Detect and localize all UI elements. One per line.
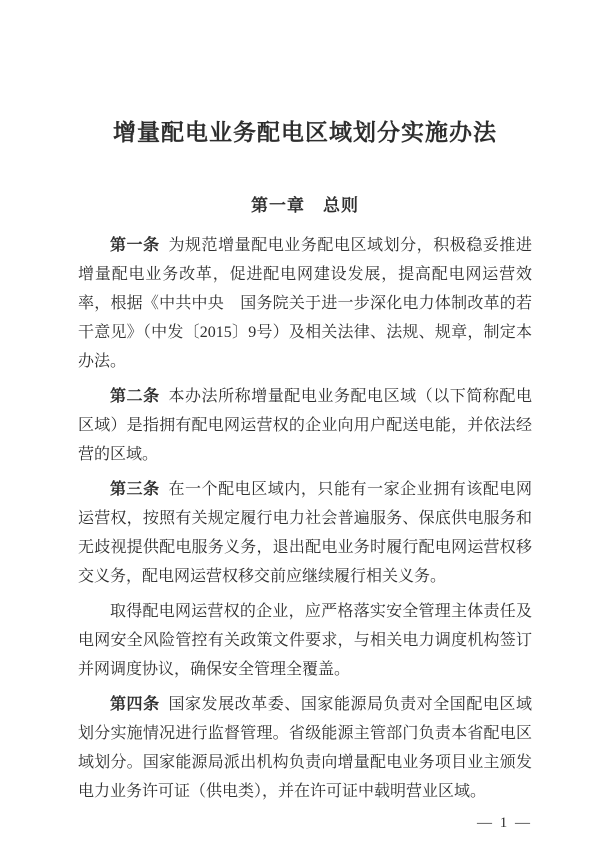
article-4-paragraph [78, 690, 532, 806]
article-3-label: 第三条 [110, 481, 160, 498]
article-4-text: 国家发展改革委、国家能源局负责对全国配电区域划分实施情况进行监督管理。省级能源主管部门负责本省配电区域划分。国家能源局派出机构负责向增量配电业务项目业主颁发电力业务许可证（供电类），并在许可证中载明营业区域。 [78, 696, 532, 800]
article-3-continuation-text: 取得配电网运营权的企业，应严格落实安全管理主体责任及电网安全风险管控有关政策文件要求，与相关电力调度机构签订并网调度协议，确保安全管理全覆盖。 [78, 603, 532, 678]
article-1-label: 第一条 [110, 237, 160, 254]
page-number: — 1 — [477, 815, 532, 831]
article-3-text: 在一个配电区域内，只能有一家企业拥有该配电网运营权，按照有关规定履行电力社会普遍服务、保底供电服务和无歧视提供配电服务义务，退出配电业务时履行配电网运营权移交义务，配电网运营权移交前应继续履行相关义务。 [78, 481, 532, 585]
article-2-label: 第二条 [110, 388, 160, 405]
document-title: 增量配电业务配电区域划分实施办法 [113, 120, 497, 145]
article-1-text: 为规范增量配电业务配电区域划分，积极稳妥推进增量配电业务改革，促进配电网建设发展，提高配电网运营效率，根据《中共中央 国务院关于进一步深化电力体制改革的若干意见》（中发〔2015〕9号）及相关法律、法规、规章，制定本办法。 [78, 237, 532, 370]
article-1-paragraph [78, 231, 532, 376]
article-4-label: 第四条 [110, 696, 160, 713]
chapter-heading: 第一章 总则 [251, 196, 359, 215]
article-2-text: 本办法所称增量配电业务配电区域（以下简称配电区域）是指拥有配电网运营权的企业向用户配送电能，并依法经营的区域。 [78, 388, 532, 463]
article-2-paragraph [78, 382, 532, 469]
article-3-paragraph [78, 475, 532, 591]
article-3-continuation-paragraph [78, 597, 532, 684]
